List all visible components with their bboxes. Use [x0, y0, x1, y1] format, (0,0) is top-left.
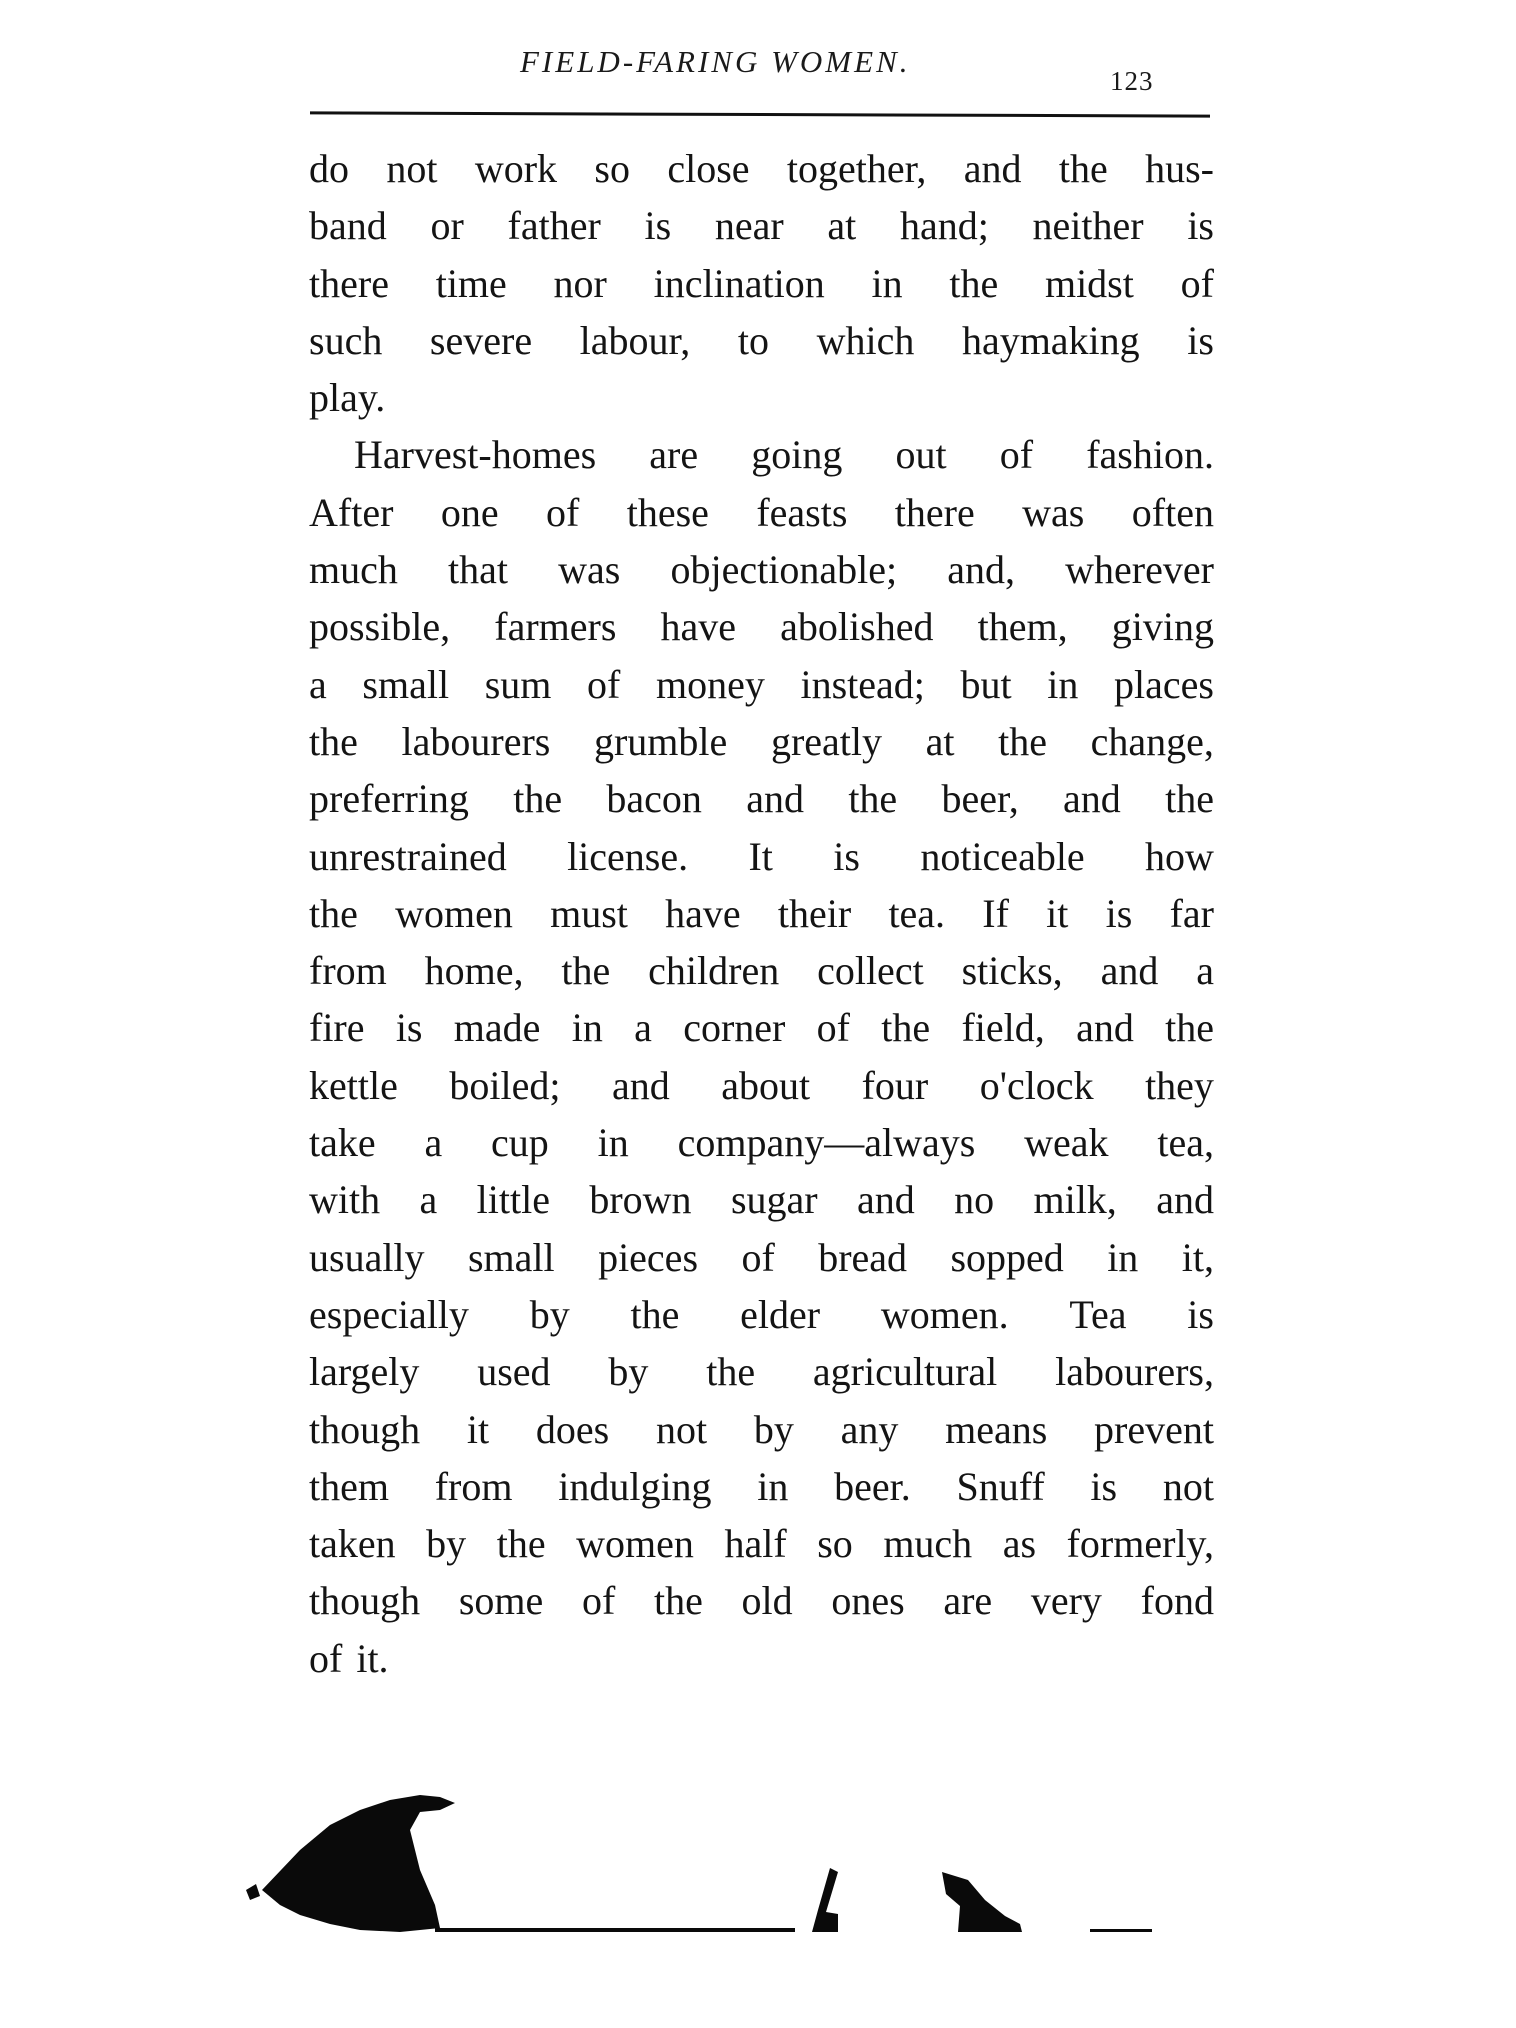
word: is	[1187, 1291, 1214, 1337]
word: in	[871, 260, 903, 306]
word: neither	[1032, 203, 1144, 249]
word: by	[608, 1349, 649, 1395]
word: it	[1046, 890, 1069, 936]
word: largely	[309, 1349, 420, 1395]
text-line	[309, 255, 1214, 312]
word: the	[309, 890, 358, 936]
word: noticeable	[920, 833, 1085, 879]
word: going	[751, 432, 843, 478]
word: the	[561, 948, 611, 994]
text-line	[309, 1171, 1214, 1228]
word: much	[309, 547, 398, 593]
word: so	[817, 1521, 853, 1567]
text-line	[309, 1343, 1214, 1400]
word: elder	[740, 1291, 821, 1337]
word: and	[1156, 1177, 1214, 1223]
word: with	[309, 1177, 381, 1223]
word: was	[1022, 489, 1085, 535]
text-line	[309, 1057, 1214, 1114]
word: near	[714, 203, 784, 249]
word: labourers	[401, 718, 551, 764]
word: is	[833, 833, 860, 879]
word: together,	[786, 146, 927, 191]
word: by	[753, 1406, 794, 1452]
word: from	[309, 948, 387, 994]
word: o'clock	[979, 1062, 1094, 1108]
header-rule	[310, 111, 1210, 117]
word: grumble	[593, 718, 728, 764]
word: women	[395, 890, 513, 936]
word: of	[309, 1635, 343, 1681]
word: tea,	[1157, 1120, 1214, 1166]
word: and,	[947, 547, 1015, 593]
word: there	[894, 489, 975, 535]
text-line	[309, 1630, 1214, 1687]
word: is	[644, 203, 672, 249]
word: have	[665, 890, 741, 936]
word: usually	[309, 1234, 425, 1280]
word: especially	[309, 1291, 469, 1337]
word: in	[1107, 1234, 1139, 1280]
word: from	[434, 1463, 513, 1509]
word: of	[1180, 260, 1214, 306]
word: it,	[1181, 1234, 1214, 1280]
text-line	[309, 656, 1214, 713]
word: wherever	[1065, 547, 1214, 593]
ink-stroke-middle	[812, 1868, 838, 1932]
word: is	[1090, 1463, 1118, 1509]
word: not	[655, 1406, 708, 1452]
word: band	[309, 203, 387, 249]
word: pieces	[598, 1234, 699, 1280]
word: the	[949, 260, 999, 306]
word: taken	[309, 1521, 396, 1567]
word: as	[1002, 1521, 1037, 1567]
ink-blot-right	[942, 1872, 1022, 1932]
word: is	[395, 1005, 423, 1051]
word: sopped	[950, 1234, 1064, 1280]
word: and	[746, 776, 804, 822]
word: If	[982, 890, 1009, 936]
word: and	[1063, 776, 1121, 822]
word: the	[513, 776, 563, 822]
word: take	[309, 1120, 376, 1166]
word: or	[430, 203, 464, 249]
word: a	[634, 1005, 652, 1051]
word: half	[724, 1521, 787, 1567]
ink-speck-left	[246, 1884, 260, 1900]
word: license.	[567, 833, 689, 879]
bottom-rule-right	[1090, 1929, 1152, 1932]
word: it	[466, 1406, 490, 1452]
text-line	[309, 828, 1214, 885]
text-line	[309, 1401, 1214, 1458]
word: far	[1169, 890, 1214, 936]
word: is	[1187, 203, 1214, 249]
body-text	[309, 140, 1214, 1687]
bottom-rule-left	[435, 1928, 795, 1932]
text-line	[309, 312, 1214, 369]
word: a	[309, 661, 327, 707]
word: bread	[818, 1234, 908, 1280]
word: and	[963, 146, 1022, 191]
word: though	[309, 1578, 421, 1624]
word: beer.	[834, 1463, 911, 1509]
page-number: 123	[1110, 66, 1154, 96]
word: weak	[1024, 1120, 1109, 1166]
word: prevent	[1094, 1406, 1214, 1452]
text-line	[309, 140, 1214, 197]
word: money	[655, 661, 765, 707]
word: the	[1058, 146, 1108, 191]
text-line	[309, 1458, 1214, 1515]
word: by	[426, 1521, 467, 1567]
word: and	[856, 1177, 915, 1223]
word: so	[594, 146, 630, 191]
word: the	[653, 1578, 703, 1624]
word: must	[550, 890, 628, 936]
word: fashion.	[1086, 432, 1214, 478]
word: indulging	[558, 1463, 712, 1509]
word: does	[535, 1406, 610, 1452]
text-line	[309, 1286, 1214, 1343]
word: a	[1196, 948, 1214, 994]
text-line	[309, 369, 1214, 426]
word: is	[1187, 317, 1214, 363]
text-line	[309, 1515, 1214, 1572]
word: women	[576, 1521, 694, 1567]
word: and	[611, 1062, 670, 1108]
word: field,	[961, 1005, 1045, 1051]
word: change,	[1090, 718, 1214, 764]
word: little	[476, 1177, 550, 1223]
word: instead;	[800, 661, 925, 707]
word: there	[309, 260, 389, 306]
word: farmers	[494, 604, 617, 650]
text-line	[309, 598, 1214, 655]
word: one	[440, 489, 499, 535]
word: do	[309, 146, 349, 191]
word: how	[1145, 833, 1214, 879]
word: is	[1105, 890, 1133, 936]
word: agricultural	[812, 1349, 998, 1395]
text-line	[309, 770, 1214, 827]
word: play.	[309, 375, 386, 421]
word: Tea	[1069, 1291, 1127, 1337]
word: formerly,	[1066, 1521, 1214, 1567]
word: out	[895, 432, 947, 478]
word: milk,	[1033, 1177, 1117, 1223]
word: not	[386, 146, 438, 191]
word: no	[954, 1177, 995, 1223]
word: not	[1162, 1463, 1214, 1509]
word: are	[649, 432, 699, 478]
word: father	[507, 203, 601, 249]
word: at	[827, 203, 857, 249]
word: and	[1076, 1005, 1134, 1051]
word: preferring	[309, 776, 469, 822]
text-line	[309, 713, 1214, 770]
scan-artifacts	[0, 1700, 1516, 1950]
word: in	[597, 1120, 629, 1166]
word: very	[1030, 1578, 1102, 1624]
word: the	[309, 718, 358, 764]
ink-blot-left	[262, 1795, 455, 1932]
word: made	[453, 1005, 541, 1051]
word: sum	[484, 661, 552, 707]
word: of	[545, 489, 580, 535]
word: which	[816, 317, 915, 363]
word: sticks,	[961, 948, 1063, 994]
word: old	[741, 1578, 793, 1624]
text-line	[309, 1229, 1214, 1286]
text-line	[309, 197, 1214, 254]
word: beer,	[941, 776, 1019, 822]
word: the	[848, 776, 898, 822]
word: midst	[1044, 260, 1134, 306]
word: some	[458, 1578, 544, 1624]
text-line	[309, 541, 1214, 598]
word: kettle	[309, 1062, 398, 1108]
word: of	[581, 1578, 616, 1624]
word: any	[840, 1406, 899, 1452]
text-line	[309, 885, 1214, 942]
word: and	[1100, 948, 1159, 994]
word: in	[1047, 661, 1079, 707]
word: of	[741, 1234, 775, 1280]
word: the	[1165, 1005, 1214, 1051]
word: the	[881, 1005, 931, 1051]
word: severe	[429, 317, 533, 363]
word: company—always	[677, 1120, 976, 1166]
word: them,	[977, 604, 1068, 650]
word: their	[777, 890, 852, 936]
text-line	[309, 1572, 1214, 1629]
text-line	[309, 999, 1214, 1056]
word: greatly	[770, 718, 882, 764]
word: work	[474, 146, 558, 191]
word: a	[424, 1120, 443, 1166]
word: After	[309, 489, 394, 535]
text-line	[309, 484, 1214, 541]
word: boiled;	[449, 1062, 561, 1108]
text-line	[309, 426, 1214, 483]
word: close	[667, 146, 750, 191]
word: that	[448, 547, 508, 593]
word: feasts	[756, 489, 848, 535]
word: of	[587, 661, 621, 707]
word: labourers,	[1055, 1349, 1214, 1395]
word: haymaking	[961, 317, 1140, 363]
word: have	[660, 604, 737, 650]
word: the	[630, 1291, 680, 1337]
text-line	[309, 1114, 1214, 1171]
word: in	[571, 1005, 603, 1051]
word: it.	[356, 1635, 389, 1681]
word: home,	[424, 948, 524, 994]
word: bacon	[606, 776, 702, 822]
word: at	[925, 718, 955, 764]
word: much	[883, 1521, 973, 1567]
word: collect	[817, 948, 924, 994]
word: often	[1131, 489, 1214, 535]
word: corner	[683, 1005, 786, 1051]
text-line	[309, 942, 1214, 999]
word: abolished	[780, 604, 934, 650]
word: sugar	[730, 1177, 818, 1223]
word: are	[943, 1578, 993, 1624]
word: four	[861, 1062, 929, 1108]
word: used	[477, 1349, 551, 1395]
word: tea.	[888, 890, 946, 936]
word: labour,	[579, 317, 691, 363]
word: means	[945, 1406, 1048, 1452]
word: inclination	[653, 260, 825, 306]
running-head	[310, 44, 1210, 104]
word: the	[1165, 776, 1214, 822]
word: though	[309, 1406, 421, 1452]
word: brown	[589, 1177, 692, 1223]
word: hus-	[1145, 146, 1214, 191]
running-title: FIELD-FARING WOMEN.	[520, 44, 911, 79]
word: was	[558, 547, 621, 593]
word: ones	[831, 1578, 905, 1624]
word: possible,	[309, 604, 451, 650]
word: nor	[553, 260, 607, 306]
word: fire	[309, 1005, 365, 1051]
word: It	[748, 833, 773, 879]
word: but	[960, 661, 1012, 707]
word: these	[626, 489, 709, 535]
word: children	[648, 948, 780, 994]
word: the	[998, 718, 1048, 764]
word: to	[737, 317, 769, 363]
word: such	[309, 317, 383, 363]
word: cup	[491, 1120, 549, 1166]
word: time	[435, 260, 507, 306]
word: giving	[1111, 604, 1214, 650]
word: in	[757, 1463, 789, 1509]
word: the	[496, 1521, 546, 1567]
word: by	[529, 1291, 570, 1337]
word: Harvest-homes	[354, 432, 597, 478]
word: small	[467, 1234, 555, 1280]
word: the	[706, 1349, 756, 1395]
word: of	[816, 1005, 850, 1051]
word: Snuff	[956, 1463, 1045, 1509]
word: unrestrained	[309, 833, 507, 879]
word: fond	[1140, 1578, 1214, 1624]
word: them	[309, 1463, 389, 1509]
word: objectionable;	[670, 547, 898, 593]
word: a	[419, 1177, 438, 1223]
word: about	[721, 1062, 811, 1108]
word: women.	[880, 1291, 1009, 1337]
word: places	[1114, 661, 1214, 707]
word: they	[1145, 1062, 1214, 1108]
word: hand;	[899, 203, 989, 249]
word: small	[362, 661, 450, 707]
word: of	[999, 432, 1034, 478]
